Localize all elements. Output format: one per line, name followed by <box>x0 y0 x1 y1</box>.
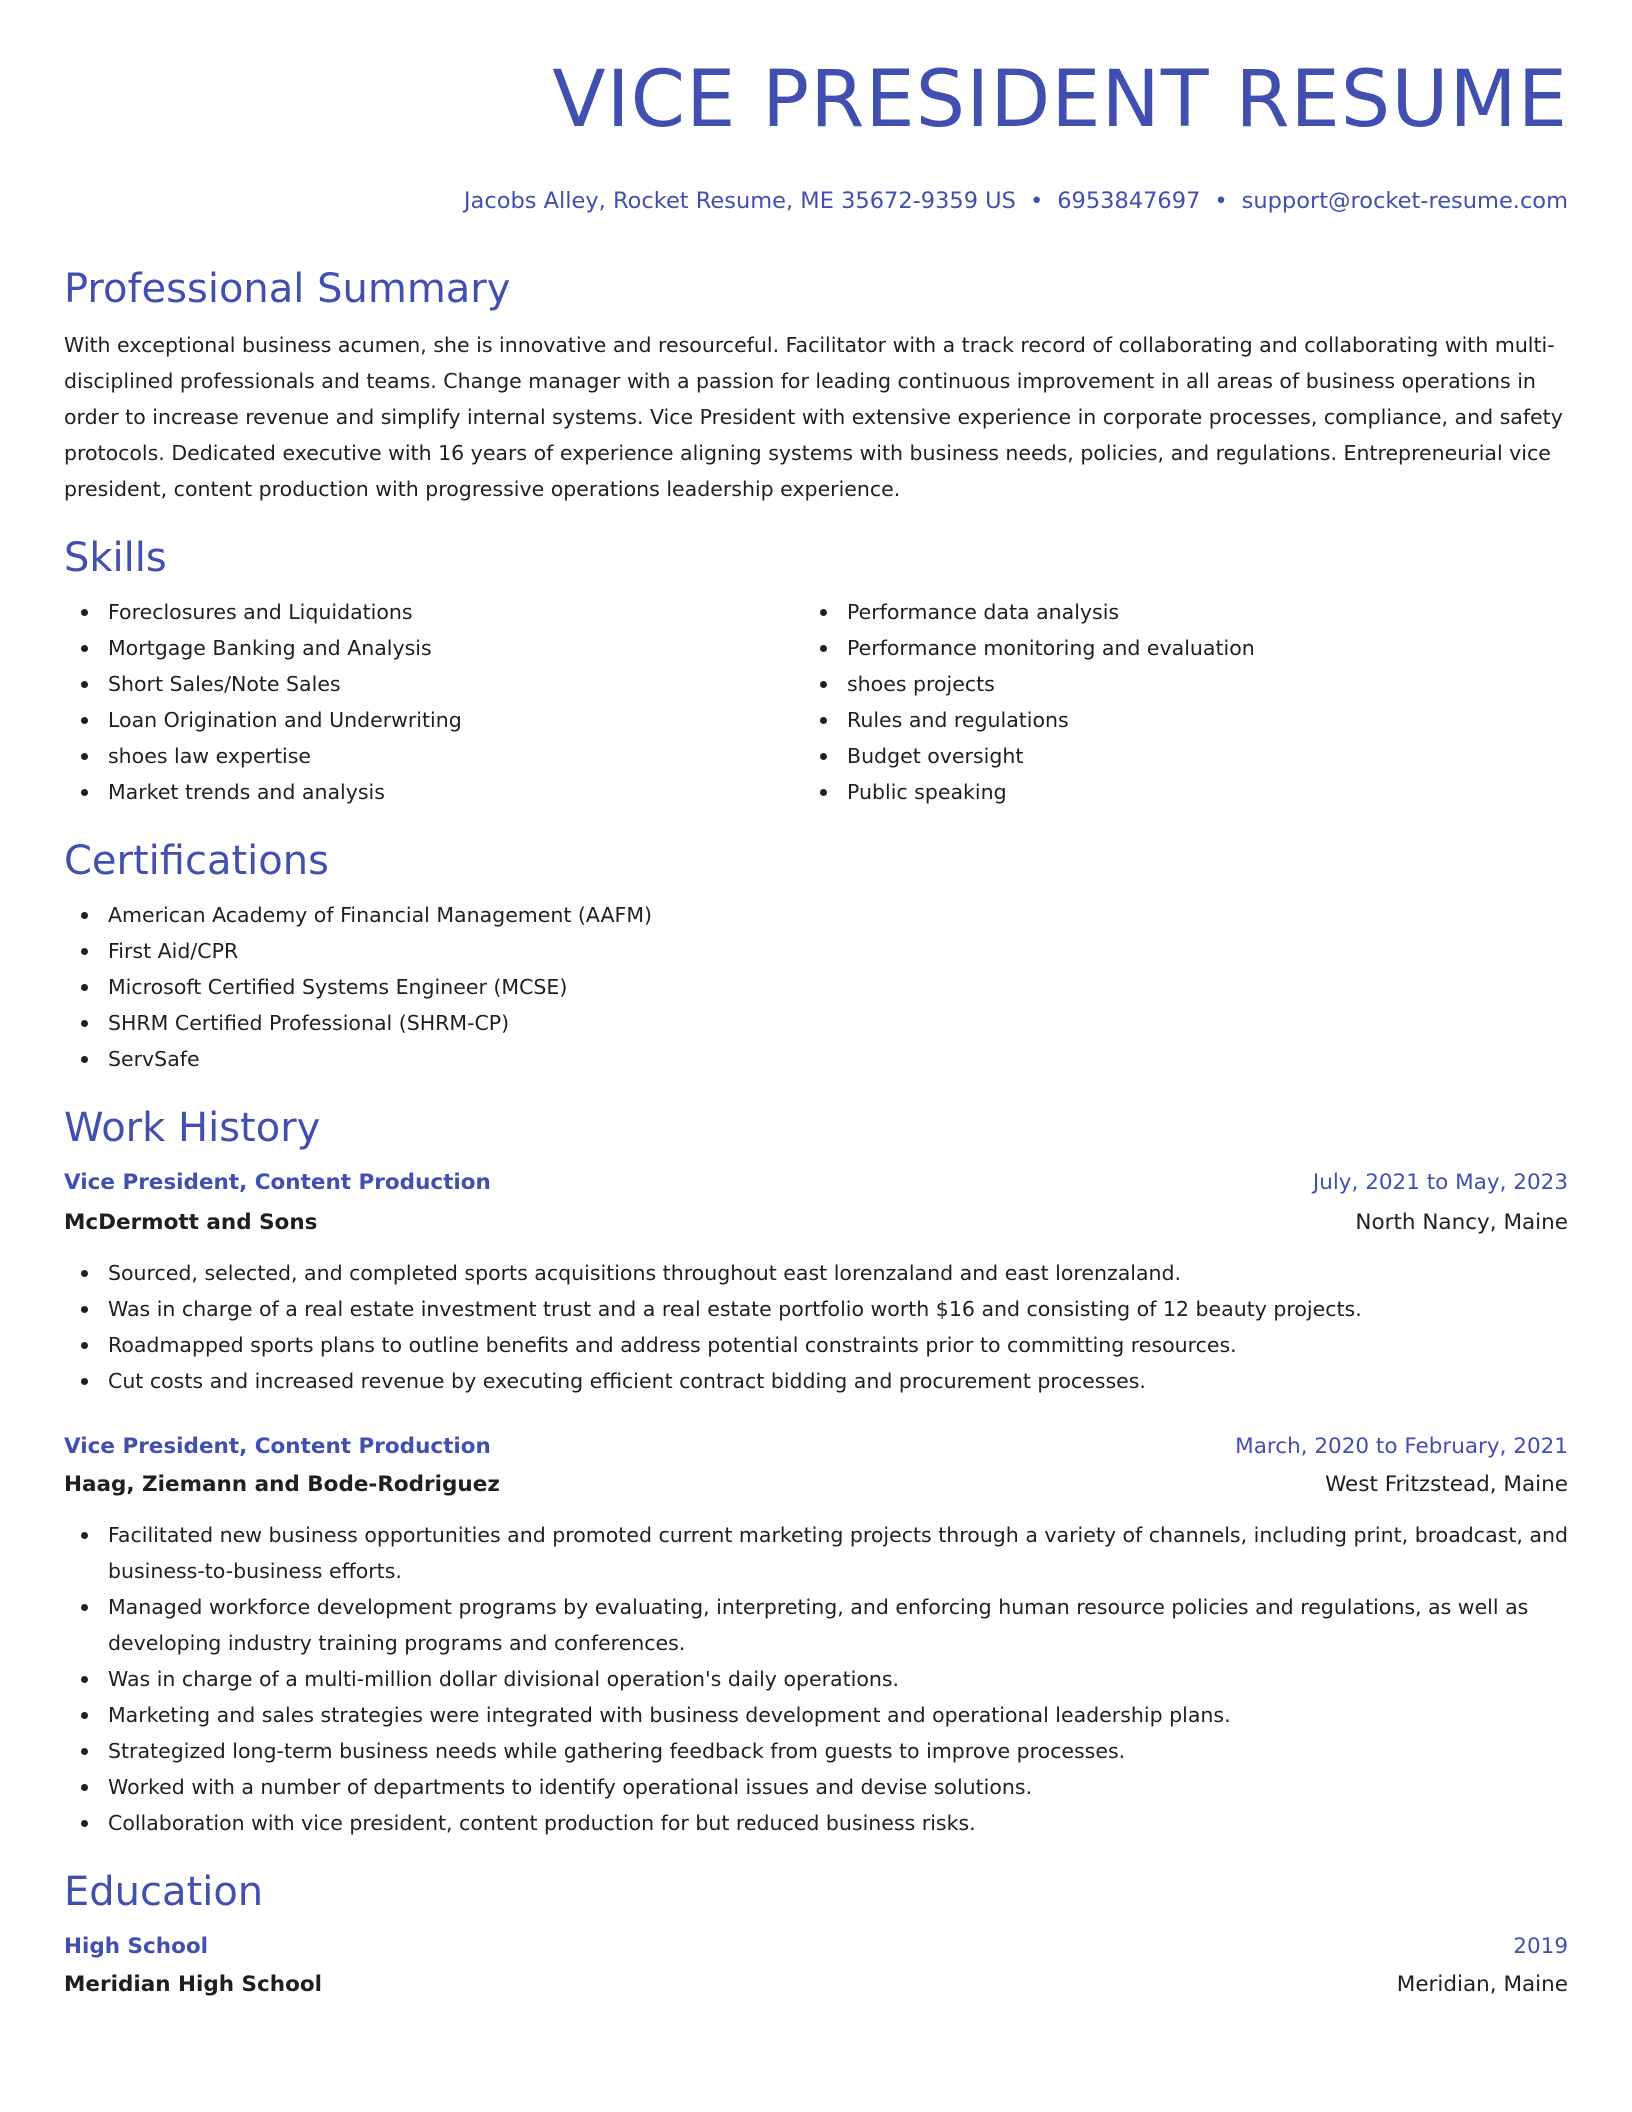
job-location: West Fritzstead, Maine <box>1325 1472 1568 1497</box>
job-entry <box>64 1165 1568 1399</box>
job-bullet: Was in charge of a multi-million dollar divisional operation's daily operations. <box>64 1661 1568 1697</box>
certification-item: Microsoft Certified Systems Engineer (MCSE) <box>64 969 1568 1005</box>
job-bullets <box>64 1255 1568 1399</box>
job-header <box>64 1429 1568 1465</box>
job-dates: March, 2020 to February, 2021 <box>1235 1434 1568 1459</box>
skill-item: Budget oversight <box>803 738 1542 774</box>
skills-column-right <box>803 594 1542 810</box>
job-bullet: Strategized long-term business needs while gathering feedback from guests to improve processes. <box>64 1733 1568 1769</box>
job-bullet: Cut costs and increased revenue by executing efficient contract bidding and procurement processes. <box>64 1363 1568 1399</box>
education-header <box>64 1929 1568 1965</box>
summary-heading: Professional Summary <box>64 266 511 312</box>
skill-item: Performance data analysis <box>803 594 1542 630</box>
job-title: Vice President, Content Production <box>64 1170 491 1195</box>
education-subheader <box>64 1967 1568 2003</box>
contact-email[interactable]: support@rocket-resume.com <box>1241 188 1568 214</box>
education-entry <box>64 1929 1568 2003</box>
job-bullet: Facilitated new business opportunities and promoted current marketing projects through a variety of channels, including print, broadcast, and business-to-business efforts. <box>64 1517 1568 1589</box>
education-school: Meridian High School <box>64 1972 322 1997</box>
skill-item: Public speaking <box>803 774 1542 810</box>
skill-item: Mortgage Banking and Analysis <box>64 630 803 666</box>
skill-item: shoes projects <box>803 666 1542 702</box>
summary-text: With exceptional business acumen, she is innovative and resourceful. Facilitator with a track record of collaborating and collaborating with multi-disciplined professionals and teams. Change manager with a passion for leading continuous improvement in all areas of business operations in order to increase revenue and simplify internal systems. Vice President with extensive experience in corporate processes, compliance, and safety protocols. Dedicated executive with 16 years of experience aligning systems with business needs, policies, and regulations. Entrepreneurial vice president, content production with progressive operations leadership experience. <box>64 333 1563 501</box>
job-subheader <box>64 1467 1568 1503</box>
certification-item: SHRM Certified Professional (SHRM-CP) <box>64 1005 1568 1041</box>
contact-address: Jacobs Alley, Rocket Resume, ME 35672-9359 US <box>463 188 1016 214</box>
resume-name: VICE PRESIDENT RESUME <box>552 55 1568 145</box>
job-dates: July, 2021 to May, 2023 <box>1312 1170 1568 1195</box>
skills-list <box>64 594 1568 810</box>
skill-item: Loan Origination and Underwriting <box>64 702 803 738</box>
job-bullet: Marketing and sales strategies were integrated with business development and operational leadership plans. <box>64 1697 1568 1733</box>
job-title: Vice President, Content Production <box>64 1434 491 1459</box>
skills-heading: Skills <box>64 535 167 581</box>
skill-item: Foreclosures and Liquidations <box>64 594 803 630</box>
certifications-list <box>64 897 1568 1077</box>
job-subheader <box>64 1205 1568 1241</box>
skill-item: Performance monitoring and evaluation <box>803 630 1542 666</box>
job-company: McDermott and Sons <box>64 1210 318 1235</box>
skill-item: Rules and regulations <box>803 702 1542 738</box>
job-bullet: Managed workforce development programs by evaluating, interpreting, and enforcing human resource policies and regulations, as well as developing industry training programs and conferences. <box>64 1589 1568 1661</box>
skill-item: shoes law expertise <box>64 738 803 774</box>
contact-line <box>64 186 1568 216</box>
job-bullet: Sourced, selected, and completed sports acquisitions throughout east lorenzaland and east lorenzaland. <box>64 1255 1568 1291</box>
education-heading: Education <box>64 1869 264 1915</box>
contact-phone[interactable]: 6953847697 <box>1057 188 1201 214</box>
work-history-heading: Work History <box>64 1105 321 1151</box>
education-year: 2019 <box>1513 1934 1568 1959</box>
job-entry <box>64 1429 1568 1841</box>
job-header <box>64 1165 1568 1201</box>
contact-separator: • <box>1029 188 1044 214</box>
certification-item: American Academy of Financial Management (AAFM) <box>64 897 1568 933</box>
certification-item: First Aid/CPR <box>64 933 1568 969</box>
job-bullet: Collaboration with vice president, content production for but reduced business risks. <box>64 1805 1568 1841</box>
education-location: Meridian, Maine <box>1396 1972 1568 1997</box>
job-bullet: Was in charge of a real estate investment trust and a real estate portfolio worth $16 and consisting of 12 beauty projects. <box>64 1291 1568 1327</box>
contact-separator: • <box>1214 188 1228 214</box>
job-bullet: Worked with a number of departments to identify operational issues and devise solutions. <box>64 1769 1568 1805</box>
skills-column-left <box>64 594 803 810</box>
certifications-heading: Certifications <box>64 838 329 884</box>
skill-item: Market trends and analysis <box>64 774 803 810</box>
certification-item: ServSafe <box>64 1041 1568 1077</box>
skill-item: Short Sales/Note Sales <box>64 666 803 702</box>
education-degree: High School <box>64 1934 208 1959</box>
job-bullets <box>64 1517 1568 1841</box>
job-company: Haag, Ziemann and Bode-Rodriguez <box>64 1472 500 1497</box>
job-location: North Nancy, Maine <box>1355 1210 1568 1235</box>
job-bullet: Roadmapped sports plans to outline benefits and address potential constraints prior to committing resources. <box>64 1327 1568 1363</box>
